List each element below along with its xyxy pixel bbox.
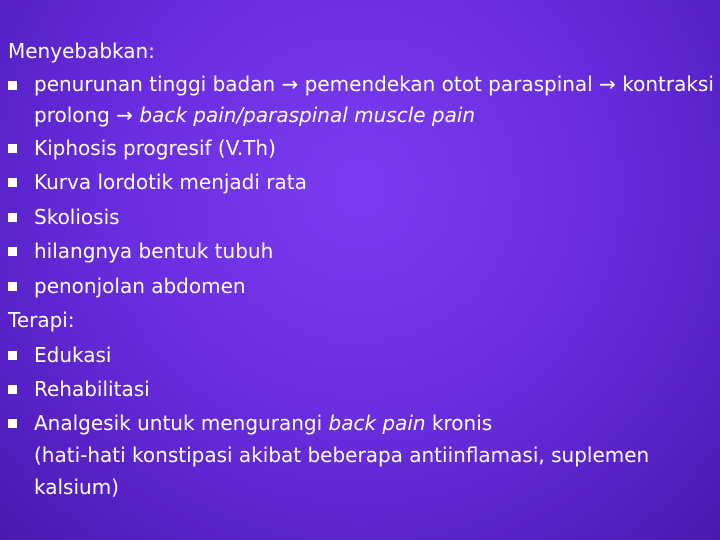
bullet-square-icon: [8, 419, 17, 428]
bullet-square-icon: [8, 351, 17, 360]
bullet-square-icon: [8, 282, 17, 291]
arrow-icon: →: [599, 71, 616, 96]
list-item: [8, 338, 714, 373]
bullet-square-icon: [8, 144, 17, 153]
list-item: [8, 269, 714, 304]
list-item: [8, 200, 714, 235]
item-text: hilangnya bentuk tubuh: [34, 239, 274, 263]
item-text: Edukasi: [34, 342, 112, 367]
bullet-square-icon: [8, 178, 17, 187]
item-text: pemendekan otot paraspinal: [298, 71, 600, 96]
arrow-icon: →: [281, 71, 299, 96]
item-text: Kurva lordotik menjadi rata: [34, 170, 307, 194]
list-item: [8, 131, 714, 166]
item-italic-text: back pain: [328, 410, 426, 435]
item-text: Analgesik untuk mengurangi: [34, 410, 329, 435]
bullet-square-icon: [8, 247, 17, 256]
item-text: Skoliosis: [34, 204, 120, 229]
section-heading-therapy: Terapi:: [8, 308, 75, 332]
item-text: Rehabilitasi: [34, 377, 150, 401]
slide-content: [8, 34, 714, 503]
bullet-square-icon: [8, 81, 17, 90]
list-item: [8, 69, 714, 131]
item-text: kronis: [425, 410, 493, 435]
item-text: penurunan tinggi badan: [34, 71, 282, 96]
bullet-square-icon: [8, 385, 17, 394]
bullet-square-icon: [8, 213, 17, 222]
section-heading-causes: Menyebabkan:: [8, 39, 155, 63]
list-item: [8, 234, 714, 269]
item-text: kontraksi prolong: [34, 71, 714, 127]
item-text: penonjolan abdomen: [34, 273, 246, 298]
list-item: [8, 407, 714, 503]
list-item: [8, 165, 714, 200]
item-text: Kiphosis progresif (V.Th): [34, 135, 276, 160]
item-italic-text: back pain/paraspinal muscle pain: [139, 102, 476, 127]
list-item: [8, 372, 714, 407]
arrow-icon: →: [116, 102, 134, 127]
item-note-text: (hati-hati konstipasi akibat beberapa antiinflamasi, suplemen kalsium): [34, 442, 650, 499]
